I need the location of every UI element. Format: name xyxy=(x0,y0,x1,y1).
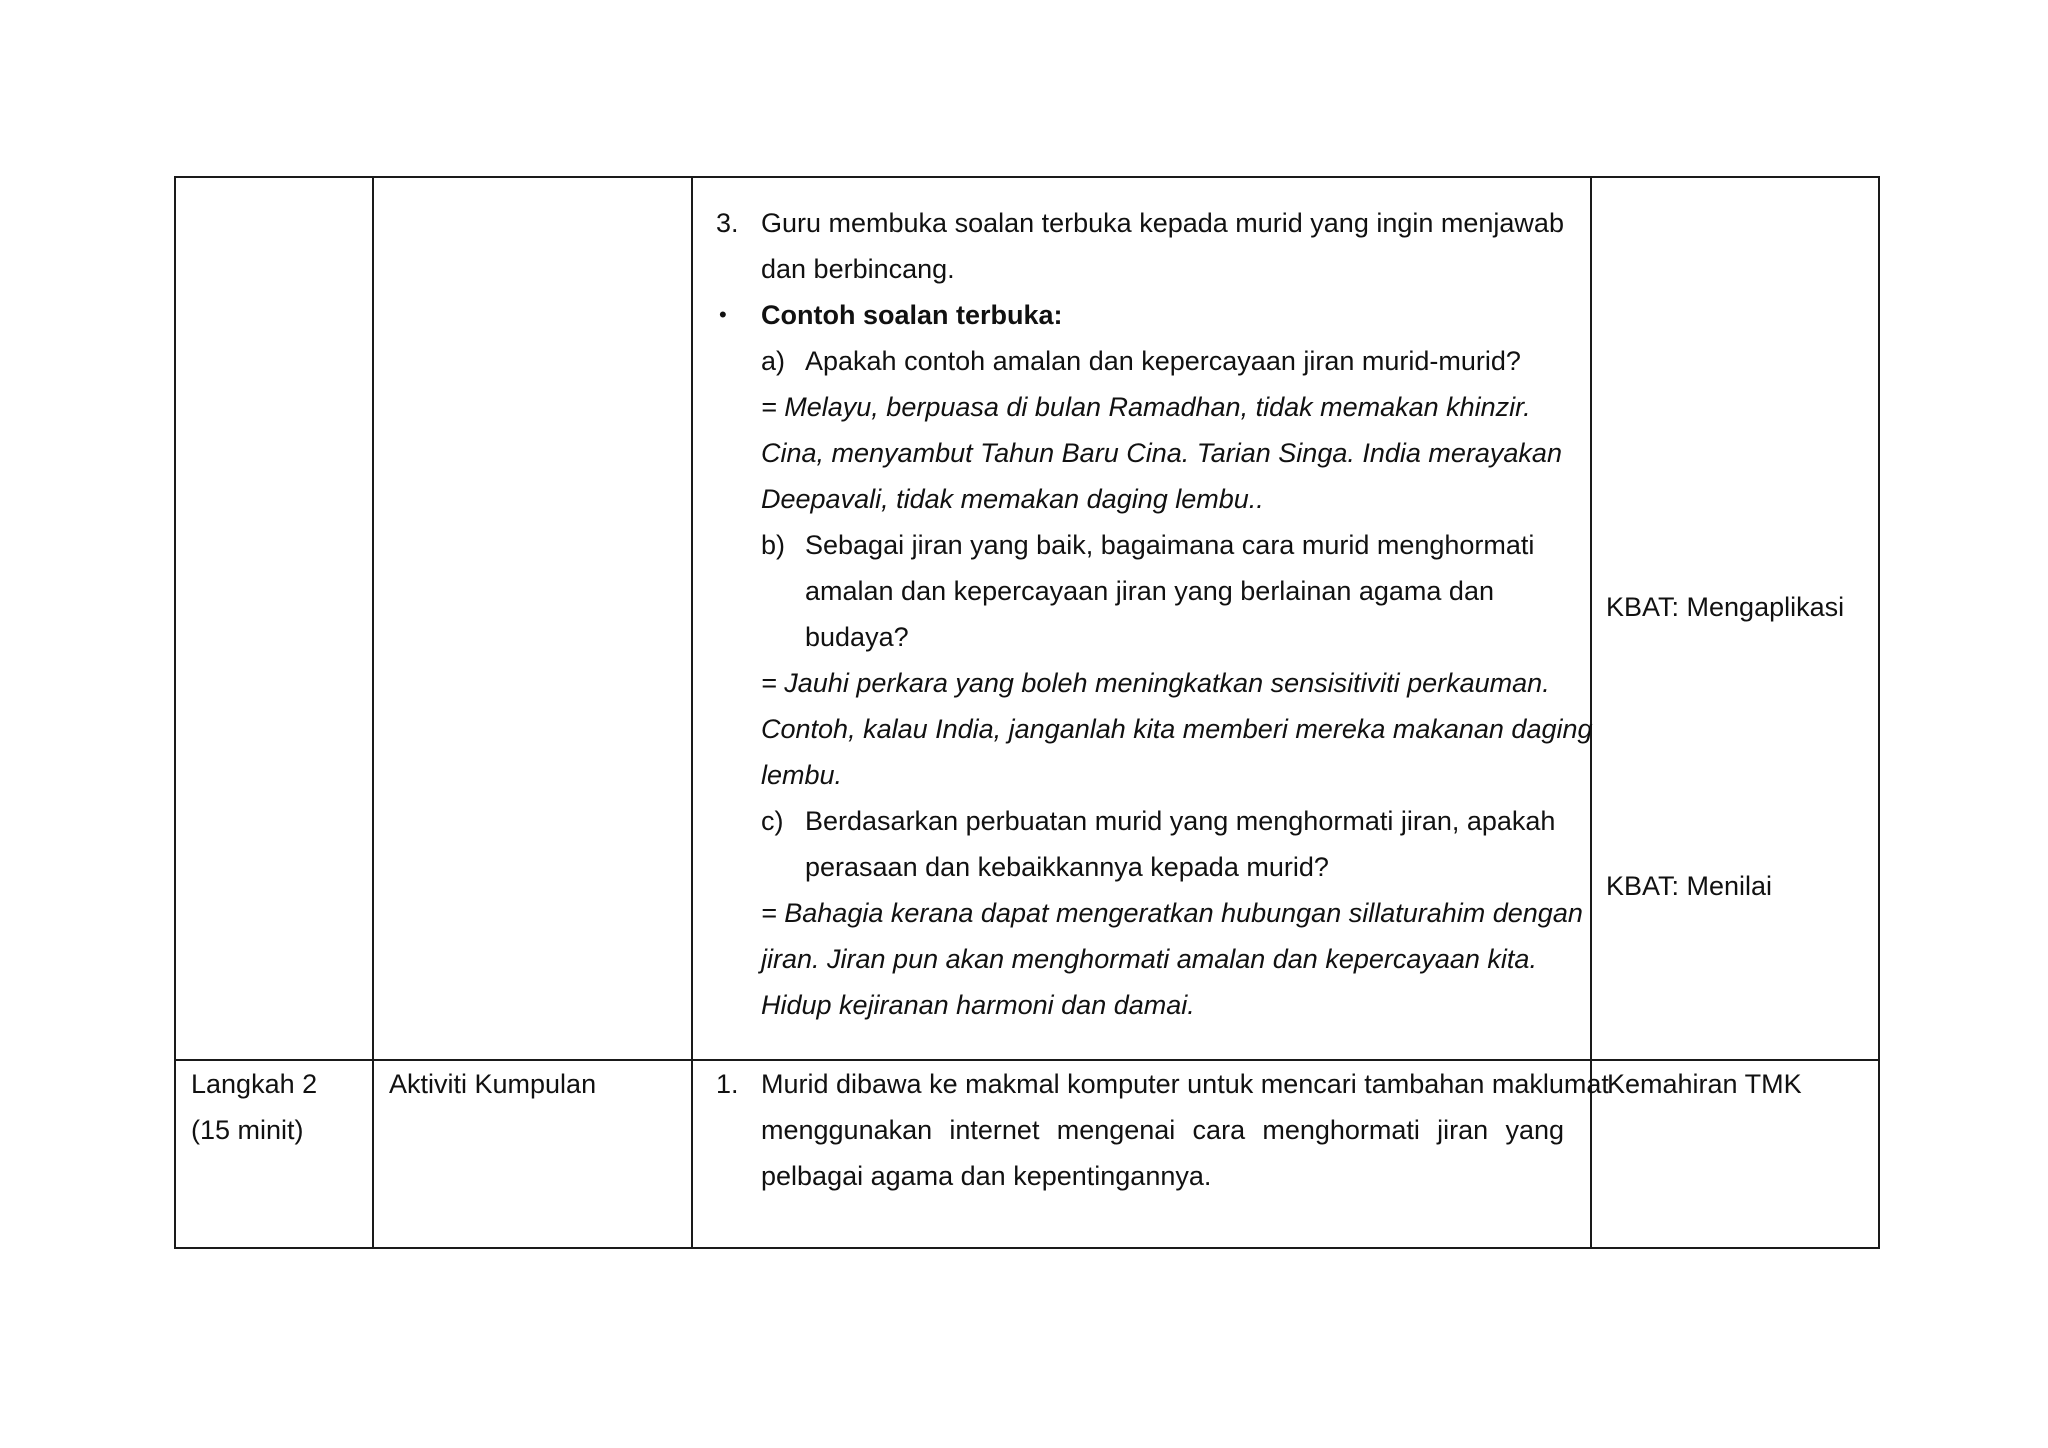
activity-cell-empty xyxy=(373,177,692,1060)
question-marker: a) xyxy=(761,346,786,376)
content-cell xyxy=(692,177,1591,1060)
list-text: dan berbincang. xyxy=(761,254,955,284)
question-text: perasaan dan kebaikkannya kepada murid? xyxy=(805,852,1329,882)
tmk-note: Kemahiran TMK xyxy=(1607,1069,1802,1099)
answer-line: = Bahagia kerana dapat mengeratkan hubungan sillaturahim dengan xyxy=(761,898,1583,928)
question-b xyxy=(705,522,1576,568)
question-text: amalan dan kepercayaan jiran yang berlainan agama dan xyxy=(805,576,1494,606)
step-cell xyxy=(175,1060,373,1248)
question-text: Berdasarkan perbuatan murid yang menghormati jiran, apakah xyxy=(805,806,1556,836)
bullet-item xyxy=(705,292,1576,338)
bullet-icon: • xyxy=(719,302,727,327)
list-item xyxy=(705,1061,1609,1107)
question-text: budaya? xyxy=(805,622,909,652)
kbat-note: KBAT: Menilai xyxy=(1606,871,1773,901)
answer-line: lembu. xyxy=(761,760,843,790)
question-c xyxy=(705,798,1576,844)
question-marker: c) xyxy=(761,806,784,836)
question-text: Sebagai jiran yang baik, bagaimana cara murid menghormati xyxy=(805,530,1535,560)
question-text: Apakah contoh amalan dan kepercayaan jiran murid-murid? xyxy=(805,346,1521,376)
answer-line: jiran. Jiran pun akan menghormati amalan dan kepercayaan kita. xyxy=(761,944,1537,974)
lesson-plan-table xyxy=(174,176,1880,1249)
list-text: menggunakan internet mengenai cara menghormati jiran yang xyxy=(761,1115,1564,1145)
answer-line: Cina, menyambut Tahun Baru Cina. Tarian Singa. India merayakan xyxy=(761,438,1562,468)
answer-line: = Jauhi perkara yang boleh meningkatkan sensisitiviti perkauman. xyxy=(761,668,1550,698)
table-row xyxy=(175,1060,1879,1248)
step-cell-empty xyxy=(175,177,373,1060)
list-text: Murid dibawa ke makmal komputer untuk mencari tambahan maklumat xyxy=(761,1069,1609,1099)
notes-cell xyxy=(1591,1060,1879,1248)
content-cell xyxy=(692,1060,1609,1248)
answer-line: Hidup kejiranan harmoni dan damai. xyxy=(761,990,1195,1020)
activity-label: Aktiviti Kumpulan xyxy=(389,1069,597,1099)
step-duration: (15 minit) xyxy=(191,1115,304,1145)
question-marker: b) xyxy=(761,530,786,560)
kbat-note: KBAT: Mengaplikasi xyxy=(1606,592,1845,622)
list-item xyxy=(705,200,1576,246)
table-row xyxy=(175,177,1879,1060)
question-a xyxy=(705,338,1576,384)
answer-line: Deepavali, tidak memakan daging lembu.. xyxy=(761,484,1264,514)
activity-cell xyxy=(373,1060,692,1248)
list-text: pelbagai agama dan kepentingannya. xyxy=(761,1161,1212,1191)
list-number: 3. xyxy=(716,208,739,238)
step-label: Langkah 2 xyxy=(191,1069,318,1099)
notes-cell xyxy=(1591,177,1879,1060)
list-number: 1. xyxy=(716,1069,739,1099)
list-text: Guru membuka soalan terbuka kepada murid yang ingin menjawab xyxy=(761,208,1564,238)
answer-line: = Melayu, berpuasa di bulan Ramadhan, tidak memakan khinzir. xyxy=(761,392,1531,422)
bullet-heading: Contoh soalan terbuka: xyxy=(761,300,1063,330)
answer-line: Contoh, kalau India, janganlah kita memberi mereka makanan daging xyxy=(761,714,1593,744)
